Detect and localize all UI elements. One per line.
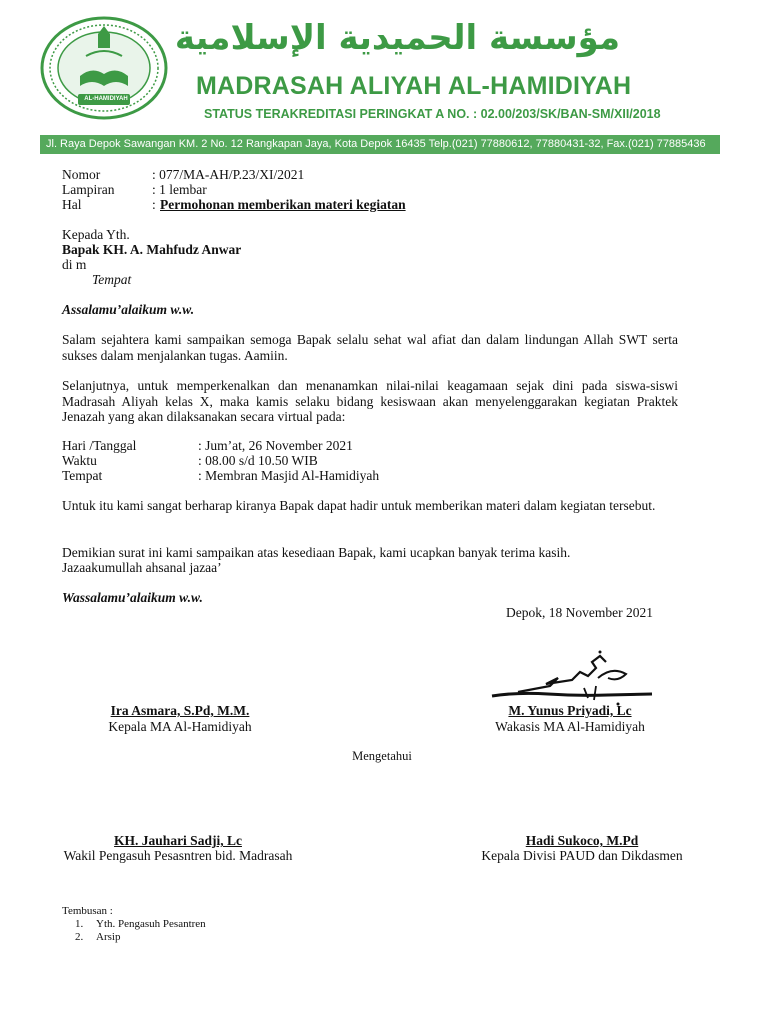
letter-date: Depok, 18 November 2021 bbox=[506, 605, 653, 620]
detail-value-place: : Membran Masjid Al-Hamidiyah bbox=[198, 468, 380, 483]
detail-label-time: Waktu bbox=[62, 453, 97, 468]
school-name: MADRASAH ALIYAH AL-HAMIDIYAH bbox=[196, 72, 632, 100]
nomor-label: Nomor bbox=[62, 167, 101, 182]
detail-label-date: Hari /Tanggal bbox=[62, 438, 137, 453]
signer-3-title: Wakil Pengasuh Pesasntren bid. Madrasah bbox=[63, 848, 293, 863]
arabic-school-name: مؤسسة الحميدية الإسلامية bbox=[174, 18, 620, 58]
paragraph-4: Demikian surat ini kami sampaikan atas kesediaan Bapak, kami ucapkan banyak terima kasih. bbox=[62, 545, 571, 560]
signer-1-title: Kepala MA Al-Hamidiyah bbox=[108, 719, 252, 734]
paragraph-3: Untuk itu kami sangat berharap kiranya Bapak dapat hadir untuk memberikan materi dalam kegiatan tersebut. bbox=[62, 498, 656, 513]
cc-label: Tembusan : bbox=[62, 905, 113, 917]
signer-3-name: KH. Jauhari Sadji, Lc bbox=[114, 833, 242, 848]
paragraph-1: Salam sejahtera kami sampaikan semoga Bapak selalu sehat wal afiat dan dalam lindungan Allah SWT serta sukses dalam menjalankan tugas. Aamiin. bbox=[62, 332, 678, 363]
cc-item-2-number: 2. bbox=[75, 931, 84, 943]
detail-value-time: : 08.00 s/d 10.50 WIB bbox=[198, 453, 318, 468]
recipient-place: Tempat bbox=[92, 272, 132, 287]
cc-item-1: Yth. Pengasuh Pesantren bbox=[96, 918, 206, 930]
detail-label-place: Tempat bbox=[62, 468, 103, 483]
cc-item-1-number: 1. bbox=[75, 918, 84, 930]
signer-1-name: Ira Asmara, S.Pd, M.M. bbox=[110, 703, 250, 718]
logo-label: AL-HAMIDIYAH bbox=[84, 96, 128, 102]
nomor-value: : 077/MA-AH/P.23/XI/2021 bbox=[152, 167, 305, 182]
signer-4-title: Kepala Divisi PAUD dan Dikdasmen bbox=[481, 848, 683, 863]
recipient-location: di m bbox=[62, 257, 87, 272]
signer-4-name: Hadi Sukoco, M.Pd bbox=[525, 833, 639, 848]
accreditation-status: STATUS TERAKREDITASI PERINGKAT A NO. : 02.00/203/SK/BAN-SM/XII/2018 bbox=[204, 107, 661, 121]
hal-value: Permohonan memberikan materi kegiatan bbox=[160, 197, 406, 212]
closing-greeting: Wassalamu’alaikum w.w. bbox=[62, 590, 203, 605]
school-address: Jl. Raya Depok Sawangan KM. 2 No. 12 Rangkapan Jaya, Kota Depok 16435 Telp.(021) 77880612, 77880431-32, Fax.(021) 77885436 bbox=[46, 138, 706, 150]
acknowledged-label: Mengetahui bbox=[352, 749, 412, 763]
hal-colon: : bbox=[152, 197, 156, 212]
handwritten-signature bbox=[488, 648, 654, 710]
recipient-name: Bapak KH. A. Mahfudz Anwar bbox=[62, 242, 242, 257]
signer-2-title: Wakasis MA Al-Hamidiyah bbox=[495, 719, 645, 734]
recipient-greeting: Kepada Yth. bbox=[62, 227, 130, 242]
school-logo bbox=[40, 16, 168, 120]
greeting: Assalamu’alaikum w.w. bbox=[62, 302, 195, 317]
paragraph-2: Selanjutnya, untuk memperkenalkan dan menanamkan nilai-nilai keagamaan sejak dini pada siswa-siswi Madrasah Aliyah kelas X, maka kamis selaku bidang kesiswaan akan menyelenggarakan kegiatan Praktek Jenazah yang akan dilaksanakan secara virtual pada: bbox=[62, 378, 678, 424]
lampiran-value: : 1 lembar bbox=[152, 182, 207, 197]
detail-value-date: : Jum’at, 26 November 2021 bbox=[198, 438, 353, 453]
hal-label: Hal bbox=[62, 197, 82, 212]
lampiran-label: Lampiran bbox=[62, 182, 115, 197]
cc-item-2: Arsip bbox=[96, 931, 121, 943]
paragraph-4-closing: Jazaakumullah ahsanal jazaa’ bbox=[62, 560, 222, 575]
signer-2-name: M. Yunus Priyadi, Lc bbox=[508, 703, 632, 718]
